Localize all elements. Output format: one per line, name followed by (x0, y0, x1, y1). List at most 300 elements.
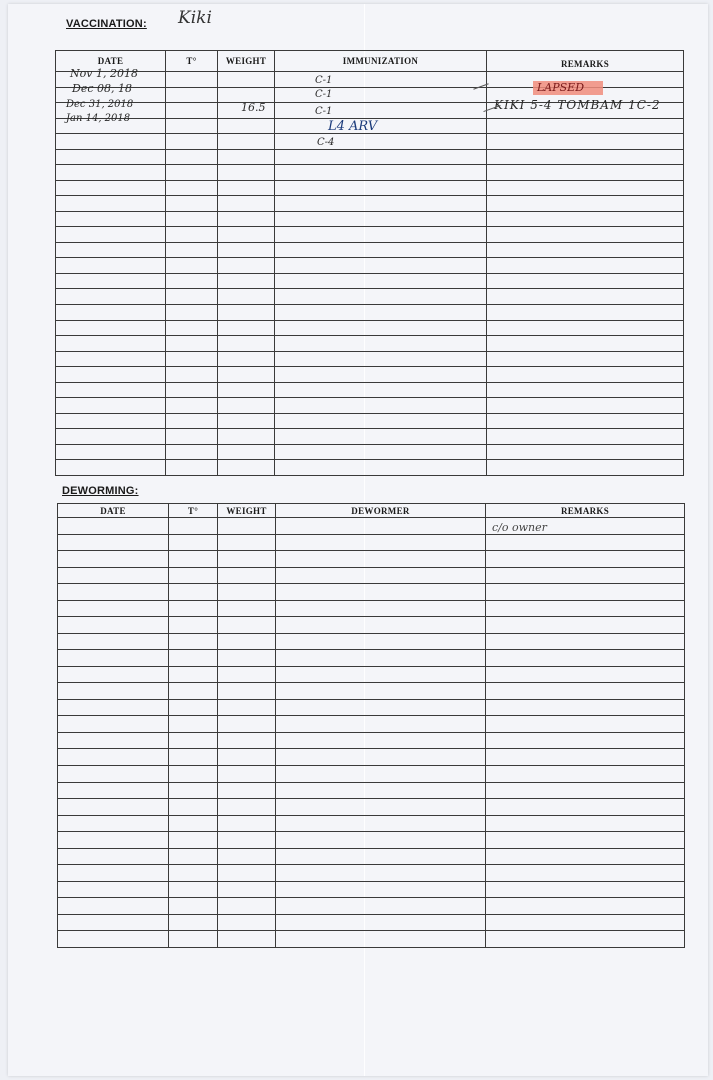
deworming-table-cell (486, 914, 685, 931)
deworming-table-cell (218, 765, 276, 782)
vaccination-table-cell (218, 165, 275, 181)
vaccination-table-cell (487, 273, 684, 289)
vaccination-table-cell (218, 320, 275, 336)
deworming-table-cell (486, 732, 685, 749)
deworm-header-remarks: REMARKS (486, 504, 685, 518)
deworming-table-row (58, 699, 685, 716)
deworming-table-cell (276, 666, 486, 683)
vaccination-table-cell (166, 242, 218, 258)
deworming-table-cell (169, 914, 218, 931)
vaccination-table-cell (56, 398, 166, 414)
deworming-table-cell (486, 832, 685, 849)
deworming-table-cell (276, 832, 486, 849)
vaccination-table-cell (218, 304, 275, 320)
vaccination-table-cell (487, 211, 684, 227)
vaccination-table-cell (275, 289, 487, 305)
deworming-table-cell (218, 732, 276, 749)
vaccination-table-cell (487, 180, 684, 196)
deworming-table-cell (218, 898, 276, 915)
deworming-table-cell (276, 765, 486, 782)
vaccination-table-cell (56, 242, 166, 258)
vaccination-table-cell (166, 289, 218, 305)
deworming-table-cell (58, 600, 169, 617)
vaccination-table-cell (166, 336, 218, 352)
vaccination-table-row (56, 429, 684, 445)
deworming-table-cell (58, 832, 169, 849)
vaccination-table-cell (56, 273, 166, 289)
deworming-table-cell (218, 584, 276, 601)
deworming-table-cell (58, 567, 169, 584)
deworming-table-cell (218, 633, 276, 650)
vaccination-section-title: VACCINATION: (66, 18, 147, 30)
deworming-table-cell (276, 650, 486, 667)
vaccination-table-cell (275, 180, 487, 196)
vaccination-table-cell (218, 336, 275, 352)
deworming-table-cell (169, 848, 218, 865)
vaccination-table-cell (218, 180, 275, 196)
deworming-table-cell (58, 898, 169, 915)
vacc-header-weight: WEIGHT (218, 51, 275, 72)
deworming-table-cell (276, 683, 486, 700)
vaccination-table-cell (166, 382, 218, 398)
vaccination-table-cell (56, 289, 166, 305)
deworming-table-cell (486, 683, 685, 700)
deworming-table-cell (218, 683, 276, 700)
vacc-header-date: DATE (56, 51, 166, 72)
deworming-table-cell (218, 832, 276, 849)
vaccination-table-cell (56, 304, 166, 320)
deworm-entry-remarks-1: c/o owner (492, 521, 547, 534)
vacc-entry-immunization-2: C-1 (315, 89, 333, 100)
deworming-table-cell (58, 815, 169, 832)
deworming-table-cell (486, 931, 685, 948)
vaccination-table-cell (218, 413, 275, 429)
deworming-table-cell (58, 782, 169, 799)
vaccination-table-cell (487, 382, 684, 398)
vaccination-table-row (56, 351, 684, 367)
deworming-table-cell (169, 617, 218, 634)
vacc-entry-immunization-4: L4 ARV (328, 119, 378, 134)
vacc-entry-date-4: Jan 14, 2018 (66, 113, 131, 124)
vacc-entry-weight-3: 16.5 (241, 101, 266, 114)
deworming-table-cell (276, 617, 486, 634)
vaccination-table-cell (218, 149, 275, 165)
deworming-table-cell (169, 898, 218, 915)
deworming-table-row (58, 551, 685, 568)
vaccination-table-row (56, 227, 684, 243)
deworming-table-cell (169, 534, 218, 551)
deworming-table-cell (218, 650, 276, 667)
vacc-entry-immunization-1: C-1 (315, 75, 333, 86)
deworming-table-cell (486, 617, 685, 634)
deworming-table-cell (58, 914, 169, 931)
deworming-table-cell (276, 600, 486, 617)
vaccination-table-row (56, 444, 684, 460)
vaccination-table-cell (218, 398, 275, 414)
deworming-table-row (58, 799, 685, 816)
deworming-table-cell (486, 699, 685, 716)
vaccination-table-cell (487, 149, 684, 165)
deworming-table-cell (486, 898, 685, 915)
deworming-table-cell (218, 881, 276, 898)
vacc-entry-date-2: Dec 08, 18 (72, 82, 132, 95)
vaccination-table-cell (275, 118, 487, 134)
deworming-table-cell (486, 633, 685, 650)
deworming-table-cell (486, 584, 685, 601)
deworming-table-cell (276, 848, 486, 865)
deworming-table-row (58, 683, 685, 700)
deworming-table-row (58, 898, 685, 915)
vacc-entry-remarks-1: LAPSED (537, 81, 585, 94)
vaccination-table-cell (166, 211, 218, 227)
vaccination-table-cell (218, 72, 275, 88)
deworming-table-cell (58, 650, 169, 667)
deworming-table-cell (486, 782, 685, 799)
deworming-table-cell (276, 534, 486, 551)
vaccination-table-cell (275, 398, 487, 414)
deworming-table-cell (58, 617, 169, 634)
deworming-table-cell (58, 551, 169, 568)
deworming-table-cell (276, 749, 486, 766)
vaccination-table-cell (166, 118, 218, 134)
deworming-table-cell (486, 551, 685, 568)
deworming-table-cell (218, 749, 276, 766)
vaccination-table-cell (166, 165, 218, 181)
deworming-table-row (58, 617, 685, 634)
deworming-table-cell (276, 865, 486, 882)
deworming-table-cell (276, 732, 486, 749)
vaccination-table-cell (275, 87, 487, 103)
vaccination-table-cell (56, 382, 166, 398)
vacc-entry-date-3: Dec 31, 2018 (66, 99, 134, 110)
deworming-table-cell (58, 518, 169, 535)
deworming-table-cell (218, 567, 276, 584)
vaccination-table-cell (166, 351, 218, 367)
deworming-table-cell (169, 666, 218, 683)
vaccination-table-cell (218, 444, 275, 460)
deworming-table-cell (276, 815, 486, 832)
vaccination-table-cell (56, 351, 166, 367)
vaccination-table-cell (275, 149, 487, 165)
deworming-table-cell (169, 600, 218, 617)
deworming-table-cell (276, 551, 486, 568)
deworming-table-row (58, 716, 685, 733)
deworming-table-cell (169, 832, 218, 849)
deworming-table-cell (58, 765, 169, 782)
vaccination-table-cell (56, 429, 166, 445)
deworming-table (57, 503, 685, 948)
vacc-entry-immunization-3: C-1 (315, 106, 333, 117)
deworming-table-cell (218, 551, 276, 568)
vacc-entry-date-1: Nov 1, 2018 (70, 67, 138, 80)
deworming-table-cell (169, 881, 218, 898)
vaccination-table-cell (487, 429, 684, 445)
deworming-table-cell (169, 782, 218, 799)
deworming-table-cell (58, 699, 169, 716)
vaccination-table-row (56, 413, 684, 429)
vaccination-table-cell (487, 134, 684, 150)
deworming-table-cell (276, 914, 486, 931)
vaccination-table-cell (166, 103, 218, 119)
deworming-table-row (58, 584, 685, 601)
vaccination-table-cell (166, 258, 218, 274)
vaccination-table-cell (166, 72, 218, 88)
vaccination-table-cell (275, 211, 487, 227)
vaccination-table-cell (487, 413, 684, 429)
vaccination-table-row (56, 382, 684, 398)
deworming-table-cell (218, 600, 276, 617)
vaccination-table-cell (166, 196, 218, 212)
vaccination-table-row (56, 273, 684, 289)
deworming-table-cell (58, 716, 169, 733)
deworming-table-cell (276, 584, 486, 601)
deworming-table-cell (218, 931, 276, 948)
deworming-table-row (58, 749, 685, 766)
vaccination-table-cell (166, 444, 218, 460)
vaccination-table-cell (166, 180, 218, 196)
vaccination-table-cell (166, 413, 218, 429)
deworming-table-cell (169, 749, 218, 766)
vaccination-table-cell (487, 304, 684, 320)
deworming-table-cell (58, 799, 169, 816)
deworming-table-cell (276, 567, 486, 584)
deworming-table-cell (276, 931, 486, 948)
deworming-table-cell (169, 567, 218, 584)
deworming-table-cell (58, 732, 169, 749)
vaccination-table-row (56, 134, 684, 150)
vaccination-table-row (56, 258, 684, 274)
vaccination-table-cell (218, 258, 275, 274)
deworming-table-row (58, 567, 685, 584)
deworming-table-cell (218, 699, 276, 716)
deworming-table-row (58, 765, 685, 782)
vaccination-table-cell (56, 196, 166, 212)
deworming-table-row (58, 815, 685, 832)
vaccination-table-cell (56, 367, 166, 383)
vaccination-table-cell (275, 165, 487, 181)
vaccination-table-cell (218, 211, 275, 227)
deworming-table-cell (486, 848, 685, 865)
vaccination-table-cell (56, 336, 166, 352)
deworming-table-cell (169, 799, 218, 816)
vaccination-table-cell (487, 227, 684, 243)
deworming-table-row (58, 650, 685, 667)
deworming-table-cell (486, 666, 685, 683)
deworming-table-cell (276, 699, 486, 716)
deworming-table-cell (218, 815, 276, 832)
vaccination-table-cell (166, 149, 218, 165)
deworming-table-cell (276, 782, 486, 799)
vaccination-table-cell (275, 273, 487, 289)
deworming-table-cell (486, 567, 685, 584)
vaccination-table-cell (275, 336, 487, 352)
vaccination-table-cell (56, 444, 166, 460)
deworming-table-cell (58, 848, 169, 865)
deworming-table-row (58, 931, 685, 948)
vaccination-table-cell (56, 413, 166, 429)
deworming-table-row (58, 518, 685, 535)
deworming-section-title: DEWORMING: (62, 485, 139, 497)
deworming-table-cell (169, 732, 218, 749)
deworming-table-cell (486, 534, 685, 551)
vaccination-table-cell (275, 367, 487, 383)
vaccination-table-cell (275, 429, 487, 445)
vaccination-table-cell (487, 118, 684, 134)
vaccination-table-cell (218, 242, 275, 258)
vaccination-table-cell (275, 72, 487, 88)
vaccination-table-cell (487, 196, 684, 212)
vaccination-table-cell (218, 367, 275, 383)
vacc-entry-immunization-5: C-4 (317, 137, 335, 148)
deworming-table-row (58, 848, 685, 865)
vaccination-table-row (56, 289, 684, 305)
vacc-entry-remarks-3: KIKI 5-4 TOMBAM 1C-2 (494, 98, 661, 112)
vaccination-table-row (56, 367, 684, 383)
vaccination-table-cell (275, 413, 487, 429)
deworming-table-cell (218, 782, 276, 799)
vaccination-table-cell (275, 242, 487, 258)
deworming-table-cell (58, 865, 169, 882)
vaccination-table-cell (166, 87, 218, 103)
deworming-table-cell (58, 749, 169, 766)
vaccination-table-row (56, 304, 684, 320)
deworming-table-cell (486, 799, 685, 816)
vaccination-table-cell (166, 304, 218, 320)
deworming-table-row (58, 633, 685, 650)
vaccination-table-cell (218, 227, 275, 243)
deworming-table-cell (169, 765, 218, 782)
vaccination-table-row (56, 320, 684, 336)
deworming-table-cell (169, 815, 218, 832)
vaccination-table-cell (166, 398, 218, 414)
vacc-header-remarks: REMARKS (487, 51, 684, 72)
vaccination-table-cell (487, 258, 684, 274)
deworming-table-cell (58, 881, 169, 898)
vaccination-table-cell (56, 211, 166, 227)
vaccination-table-cell (56, 258, 166, 274)
vaccination-table-cell (275, 258, 487, 274)
deworming-table-cell (276, 898, 486, 915)
deworming-table-cell (169, 650, 218, 667)
deworming-table-cell (276, 518, 486, 535)
deworming-table-cell (58, 633, 169, 650)
deworming-table-cell (169, 683, 218, 700)
vaccination-table-row (56, 242, 684, 258)
deworming-table-cell (218, 716, 276, 733)
vaccination-table-cell (166, 460, 218, 476)
deworming-table-cell (276, 799, 486, 816)
vaccination-table-cell (275, 444, 487, 460)
deworming-table-cell (486, 650, 685, 667)
vaccination-table-cell (218, 289, 275, 305)
deworming-table-row (58, 832, 685, 849)
deworming-table-cell (486, 815, 685, 832)
vaccination-table-cell (275, 382, 487, 398)
vaccination-table-cell (56, 149, 166, 165)
deworming-table-cell (169, 931, 218, 948)
vaccination-table-row (56, 336, 684, 352)
vaccination-table-cell (275, 227, 487, 243)
vaccination-table-cell (487, 242, 684, 258)
vacc-header-temp: T° (166, 51, 218, 72)
deworming-table-cell (486, 716, 685, 733)
deworming-table-cell (486, 765, 685, 782)
deworm-header-weight: WEIGHT (218, 504, 276, 518)
vaccination-table-cell (166, 367, 218, 383)
vaccination-table-cell (166, 273, 218, 289)
vaccination-table-cell (218, 273, 275, 289)
vaccination-table-cell (487, 165, 684, 181)
deworming-table-cell (58, 683, 169, 700)
vaccination-table-cell (487, 289, 684, 305)
vaccination-table-cell (487, 336, 684, 352)
vaccination-table-cell (218, 429, 275, 445)
vaccination-table-cell (218, 134, 275, 150)
vaccination-table-cell (56, 165, 166, 181)
deworming-table-row (58, 782, 685, 799)
deworming-table-cell (276, 716, 486, 733)
vaccination-table-cell (218, 118, 275, 134)
vaccination-table-cell (487, 444, 684, 460)
deworming-table-row (58, 881, 685, 898)
vaccination-table-cell (487, 367, 684, 383)
deworm-header-dewormer: DEWORMER (276, 504, 486, 518)
vaccination-table-cell (166, 227, 218, 243)
deworming-table-cell (276, 881, 486, 898)
vaccination-table-cell (56, 180, 166, 196)
deworming-table-row (58, 666, 685, 683)
vaccination-table-cell (487, 460, 684, 476)
vaccination-table-cell (275, 103, 487, 119)
deworming-table-row (58, 732, 685, 749)
deworming-table-cell (218, 617, 276, 634)
vaccination-table-cell (218, 382, 275, 398)
deworming-table-cell (218, 534, 276, 551)
deworming-table-cell (58, 584, 169, 601)
deworming-table-cell (218, 914, 276, 931)
vaccination-table-cell (275, 320, 487, 336)
pet-name: Kiki (178, 8, 212, 28)
deworming-table-cell (58, 666, 169, 683)
vaccination-table-cell (166, 134, 218, 150)
vaccination-table-cell (487, 320, 684, 336)
deworming-table-cell (169, 633, 218, 650)
vaccination-table-cell (166, 429, 218, 445)
deworming-table-cell (276, 633, 486, 650)
vaccination-table-cell (275, 134, 487, 150)
deworming-table-cell (486, 865, 685, 882)
vaccination-table-row (56, 149, 684, 165)
vaccination-table-cell (56, 134, 166, 150)
deworming-table-cell (58, 534, 169, 551)
deworming-table-cell (58, 931, 169, 948)
vaccination-table-row (56, 460, 684, 476)
deworming-table-cell (169, 699, 218, 716)
vaccination-table-cell (218, 196, 275, 212)
deworming-table-cell (218, 848, 276, 865)
vaccination-table-cell (487, 398, 684, 414)
deworm-header-temp: T° (169, 504, 218, 518)
deworming-table-cell (218, 518, 276, 535)
vaccination-table-cell (56, 227, 166, 243)
vaccination-table-row (56, 165, 684, 181)
vaccination-table-cell (166, 320, 218, 336)
deworming-table-cell (486, 749, 685, 766)
deworming-table-cell (486, 881, 685, 898)
deworming-table-cell (169, 584, 218, 601)
vaccination-table-row (56, 180, 684, 196)
deworm-header-date: DATE (58, 504, 169, 518)
